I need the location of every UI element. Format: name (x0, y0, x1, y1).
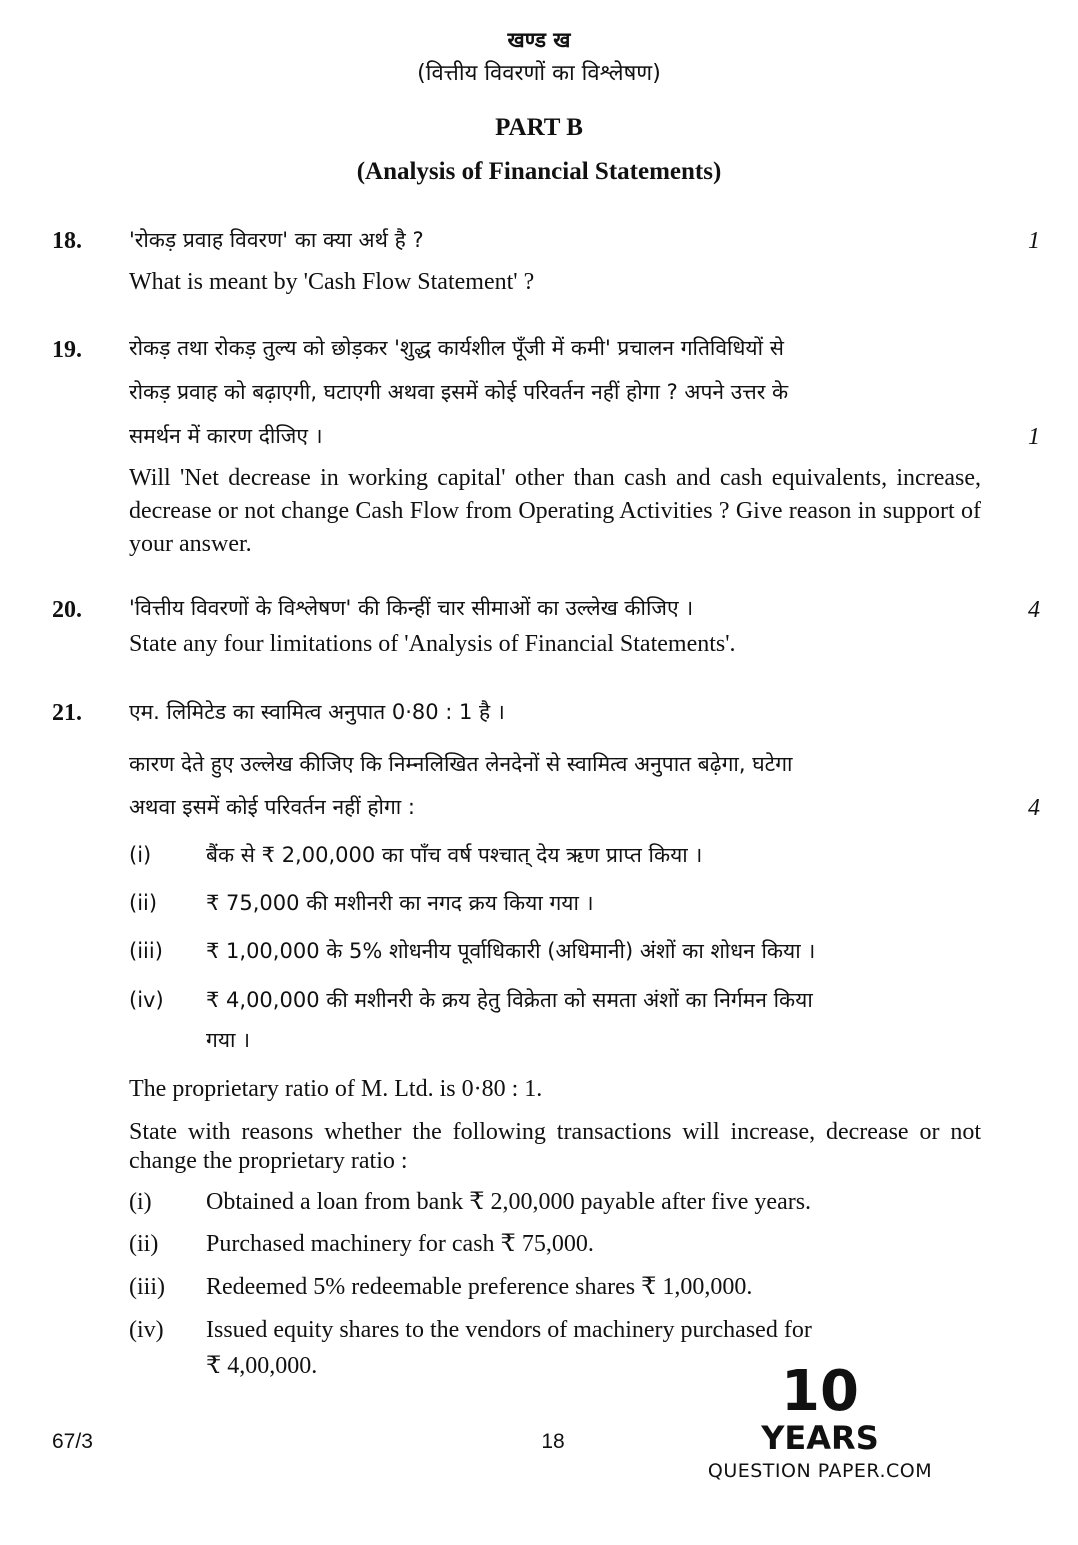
sub-item-hindi: ₹ 1,00,000 के 5% शोधनीय पूर्वाधिकारी (अधिमानी) अंशों का शोधन किया । (206, 939, 816, 963)
question-number: 19. (52, 337, 82, 363)
question-hindi-text: 'वित्तीय विवरणों के विश्लेषण' की किन्हीं चार सीमाओं का उल्लेख कीजिए । (129, 596, 694, 620)
logo-years: YEARS (761, 1419, 879, 1457)
hindi-section-title: (वित्तीय विवरणों का विश्लेषण) (417, 61, 661, 86)
sub-item-english: Purchased machinery for cash ₹ 75,000. (206, 1231, 594, 1257)
question-marks: 4 (1028, 795, 1040, 821)
sub-item-label: (ii) (129, 891, 158, 915)
question-english-text: State with reasons whether the following transactions will increase, decrease or not change the proprietary ratio : (129, 1119, 981, 1174)
sub-item-hindi: बैंक से ₹ 2,00,000 का पाँच वर्ष पश्चात् देय ऋण प्राप्त किया । (206, 843, 703, 867)
part-heading: PART B (495, 114, 583, 141)
paper-code: 67/3 (52, 1430, 93, 1453)
hindi-section-heading: खण्ड ख (507, 28, 571, 52)
sub-item-english: Obtained a loan from bank ₹ 2,00,000 payable after five years. (206, 1189, 812, 1215)
sub-item-label: (iii) (129, 939, 163, 963)
logo-number: 10 (781, 1359, 859, 1424)
sub-item-hindi: ₹ 4,00,000 की मशीनरी के क्रय हेतु विक्रेता को समता अंशों का निर्गमन किया (206, 988, 813, 1012)
sub-item-english: Issued equity shares to the vendors of machinery purchased for (206, 1317, 812, 1343)
sub-item-label: (ii) (129, 1231, 159, 1257)
question-hindi-intro: एम. लिमिटेड का स्वामित्व अनुपात 0·80 : 1 है । (129, 700, 505, 724)
question-marks: 1 (1028, 424, 1040, 450)
question-number: 21. (52, 700, 82, 726)
question-hindi-line: अथवा इसमें कोई परिवर्तन नहीं होगा : (129, 795, 416, 819)
sub-item-hindi: ₹ 75,000 की मशीनरी का नगद क्रय किया गया । (206, 891, 594, 915)
sub-item-label: (iii) (129, 1274, 165, 1300)
question-hindi-line: समर्थन में कारण दीजिए । (129, 424, 323, 448)
sub-item-english-continued: ₹ 4,00,000. (206, 1353, 318, 1379)
question-marks: 4 (1028, 597, 1040, 623)
question-english-intro: The proprietary ratio of M. Ltd. is 0·80 : 1. (129, 1076, 543, 1102)
part-title: (Analysis of Financial Statements) (356, 158, 722, 185)
question-hindi-line: रोकड़ तथा रोकड़ तुल्य को छोड़कर 'शुद्ध कार्यशील पूँजी में कमी' प्रचालन गतिविधियों से (129, 336, 784, 360)
question-hindi-line: रोकड़ प्रवाह को बढ़ाएगी, घटाएगी अथवा इसमें कोई परिवर्तन नहीं होगा ? अपने उत्तर के (129, 380, 789, 404)
question-number: 18. (52, 228, 82, 254)
logo-site: QUESTION PAPER.COM (707, 1460, 933, 1482)
question-english-text: Will 'Net decrease in working capital' other than cash and cash equivalents, increase, decrease or not change Cash Flow from Operating Activities ? Give reason in support of your answer. (129, 465, 981, 557)
sub-item-label: (i) (129, 1189, 152, 1215)
question-hindi-text: 'रोकड़ प्रवाह विवरण' का क्या अर्थ है ? (129, 228, 424, 252)
page-number: 18 (541, 1430, 565, 1453)
sub-item-label: (iv) (129, 1317, 164, 1343)
question-marks: 1 (1028, 228, 1040, 254)
question-english-text: State any four limitations of 'Analysis of Financial Statements'. (129, 631, 736, 657)
question-english-text: What is meant by 'Cash Flow Statement' ? (129, 269, 535, 295)
sub-item-hindi-continued: गया । (206, 1028, 251, 1052)
sub-item-english: Redeemed 5% redeemable preference shares ₹ 1,00,000. (206, 1274, 753, 1300)
question-hindi-line: कारण देते हुए उल्लेख कीजिए कि निम्नलिखित लेनदेनों से स्वामित्व अनुपात बढ़ेगा, घटेगा (129, 752, 793, 776)
question-number: 20. (52, 597, 82, 623)
sub-item-label: (iv) (129, 988, 164, 1012)
sub-item-label: (i) (129, 843, 152, 867)
